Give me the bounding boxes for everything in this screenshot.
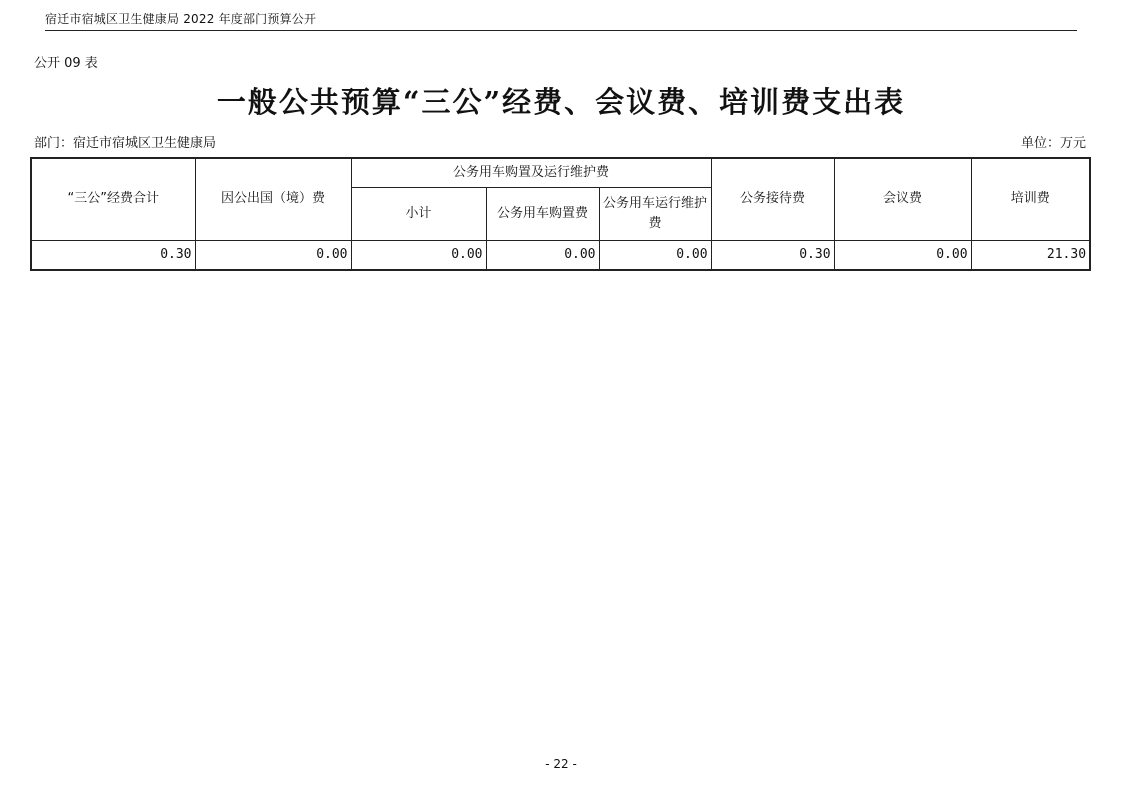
cell-vehicle-subtotal: 0.00 [351,240,486,270]
header-divider [45,30,1077,31]
header-reception: 公务接待费 [711,158,834,240]
header-vehicle-subtotal: 小计 [351,187,486,240]
header-overseas: 因公出国（境）费 [195,158,351,240]
header-vehicle-group: 公务用车购置及运行维护费 [351,158,711,187]
table-code: 公开 09 表 [34,56,98,71]
header-vehicle-purchase: 公务用车购置费 [486,187,599,240]
cell-reception: 0.30 [711,240,834,270]
cell-overseas: 0.00 [195,240,351,270]
table-row [31,240,1090,270]
cell-vehicle-operation: 0.00 [599,240,711,270]
document-title: 一般公共预算“三公”经费、会议费、培训费支出表 [216,85,906,119]
cell-vehicle-purchase: 0.00 [486,240,599,270]
budget-table [30,157,1091,271]
cell-training: 21.30 [971,240,1090,270]
header-training: 培训费 [971,158,1090,240]
unit-label: 单位：万元 [1020,136,1086,151]
header-meeting: 会议费 [834,158,971,240]
cell-meeting: 0.00 [834,240,971,270]
page-number: - 22 - [545,757,577,771]
header-vehicle-operation: 公务用车运行维护费 [599,187,711,240]
cell-total: 0.30 [31,240,195,270]
header-total: “三公”经费合计 [31,158,195,240]
department-label: 部门：宿迁市宿城区卫生健康局 [34,136,217,151]
running-header: 宿迁市宿城区卫生健康局 2022 年度部门预算公开 [45,12,317,26]
